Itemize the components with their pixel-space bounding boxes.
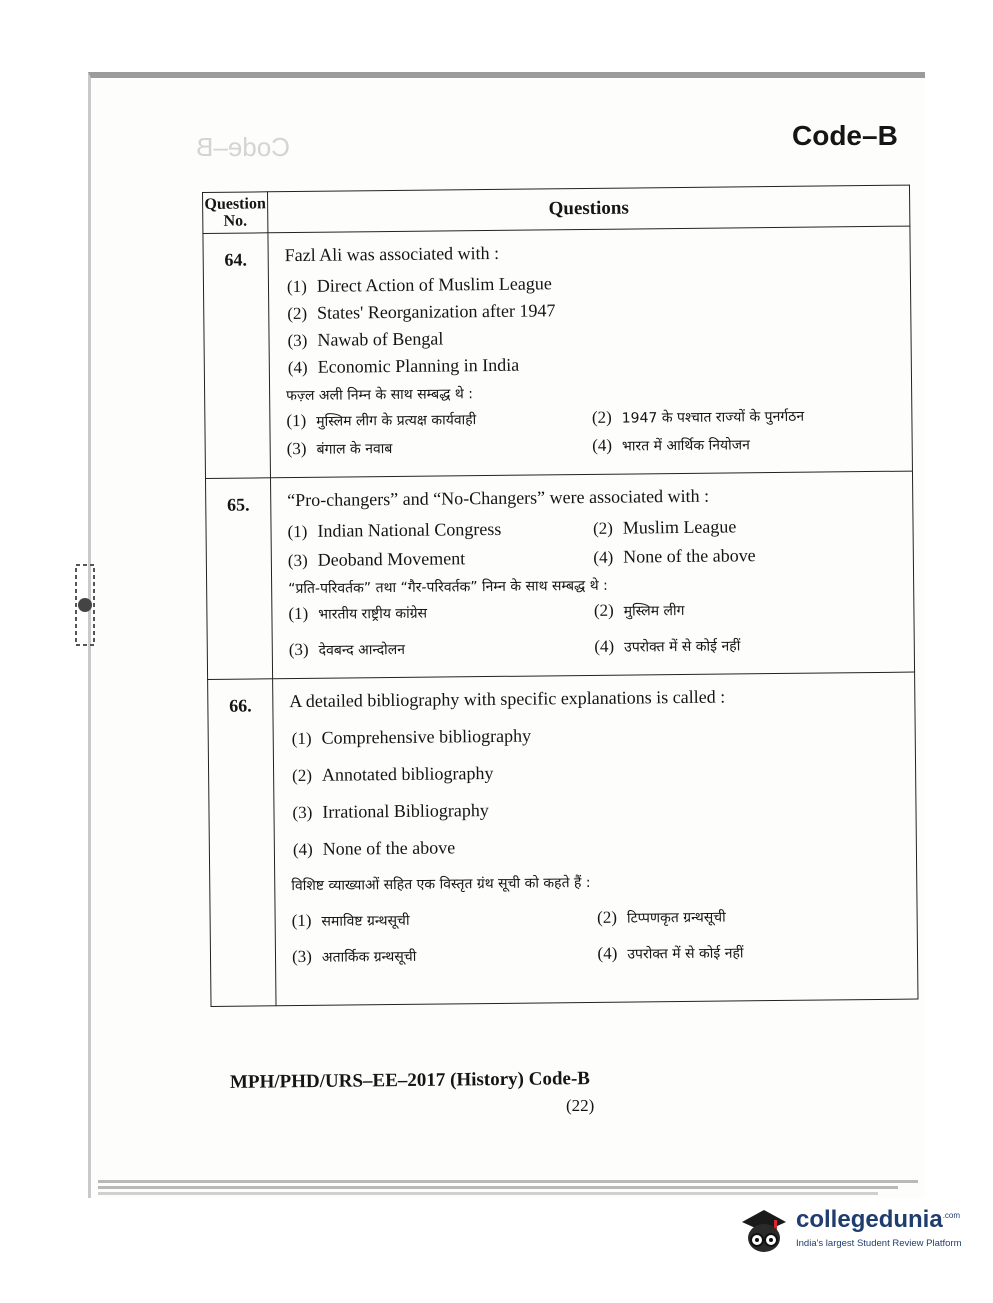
hindi-option: (4) उपरोक्त में से कोई नहीं [597,943,744,963]
bleed-through-code: Code–B [196,132,290,162]
option: (3) Nawab of Bengal [287,328,444,351]
option: (3) Irrational Bibliography [292,800,489,823]
question-stem: A detailed bibliography with specific explanations is called : [289,686,726,712]
question-number: 64. [203,233,271,479]
option: (2) States' Reorganization after 1947 [287,300,556,324]
option: (3) Deoband Movement [287,548,466,571]
hindi-option: (3) देवबन्द आन्दोलन [288,639,406,660]
hindi-option: (4) उपरोक्त में से कोई नहीं [594,636,741,656]
questions-table [202,185,918,1007]
option: (1) Direct Action of Muslim League [286,273,552,297]
page-edge [98,1186,898,1189]
question-row [208,672,918,1006]
page-number: (22) [566,1096,595,1115]
question-stem: “Pro-changers” and “No-Changers” were associated with : [287,485,710,511]
brand-tagline: India's largest Student Review Platform [796,1238,962,1249]
code-label: Code–B [792,120,898,151]
option: (1) Comprehensive bibliography [291,725,532,749]
question-row [203,226,913,478]
question-row [206,471,915,679]
mascot-icon [736,1200,792,1260]
hindi-option: (3) बंगाल के नवाब [286,438,393,459]
hindi-stem: विशिष्ट व्याख्याओं सहित एक विस्तृत ग्रंथ सूची को कहते हैं : [291,874,591,895]
col-header-questions: Questions [268,185,910,233]
question-number: 65. [206,478,273,680]
question-number: 66. [208,679,276,1007]
hindi-option: (1) समाविष्ट ग्रन्थसूची [291,910,410,931]
page-edge [98,1180,918,1183]
hindi-option: (4) भारत में आर्थिक नियोजन [592,435,750,455]
hindi-option: (2) मुस्लिम लीग [593,600,685,620]
exam-footer: MPH/PHD/URS–EE–2017 (History) Code-B [229,1068,591,1093]
binding-mark-icon [72,555,102,665]
hindi-option: (1) भारतीय राष्ट्रीय कांग्रेस [288,603,428,624]
hindi-option: (2) टिप्पणकृत ग्रन्थसूची [597,907,726,927]
collegedunia-logo[interactable] [736,1200,966,1260]
col-header-no: Question No. [203,192,268,234]
option: (4) None of the above [593,545,756,567]
option: (2) Annotated bibliography [292,762,494,786]
hindi-option: (2) 1947 के पश्चात राज्यों के पुनर्गठन [591,407,805,427]
hindi-stem: “प्रति-परिवर्तक” तथा “गैर-परिवर्तक” निम्न के साथ सम्बद्ध थे : [288,577,608,598]
hindi-stem: फज़्ल अली निम्न के साथ सम्बद्ध थे : [286,386,474,405]
option: (4) None of the above [292,837,456,860]
option: (4) Economic Planning in India [287,354,520,378]
brand-name: collegedunia$^{.com}$ [796,1206,961,1233]
option: (1) Indian National Congress [287,518,502,542]
page-edge [98,1192,878,1195]
hindi-option: (1) मुस्लिम लीग के प्रत्यक्ष कार्यवाही [286,410,477,431]
option: (2) Muslim League [592,516,737,538]
hindi-option: (3) अतार्किक ग्रन्थसूची [291,946,417,967]
question-stem: Fazl Ali was associated with : [284,242,500,266]
